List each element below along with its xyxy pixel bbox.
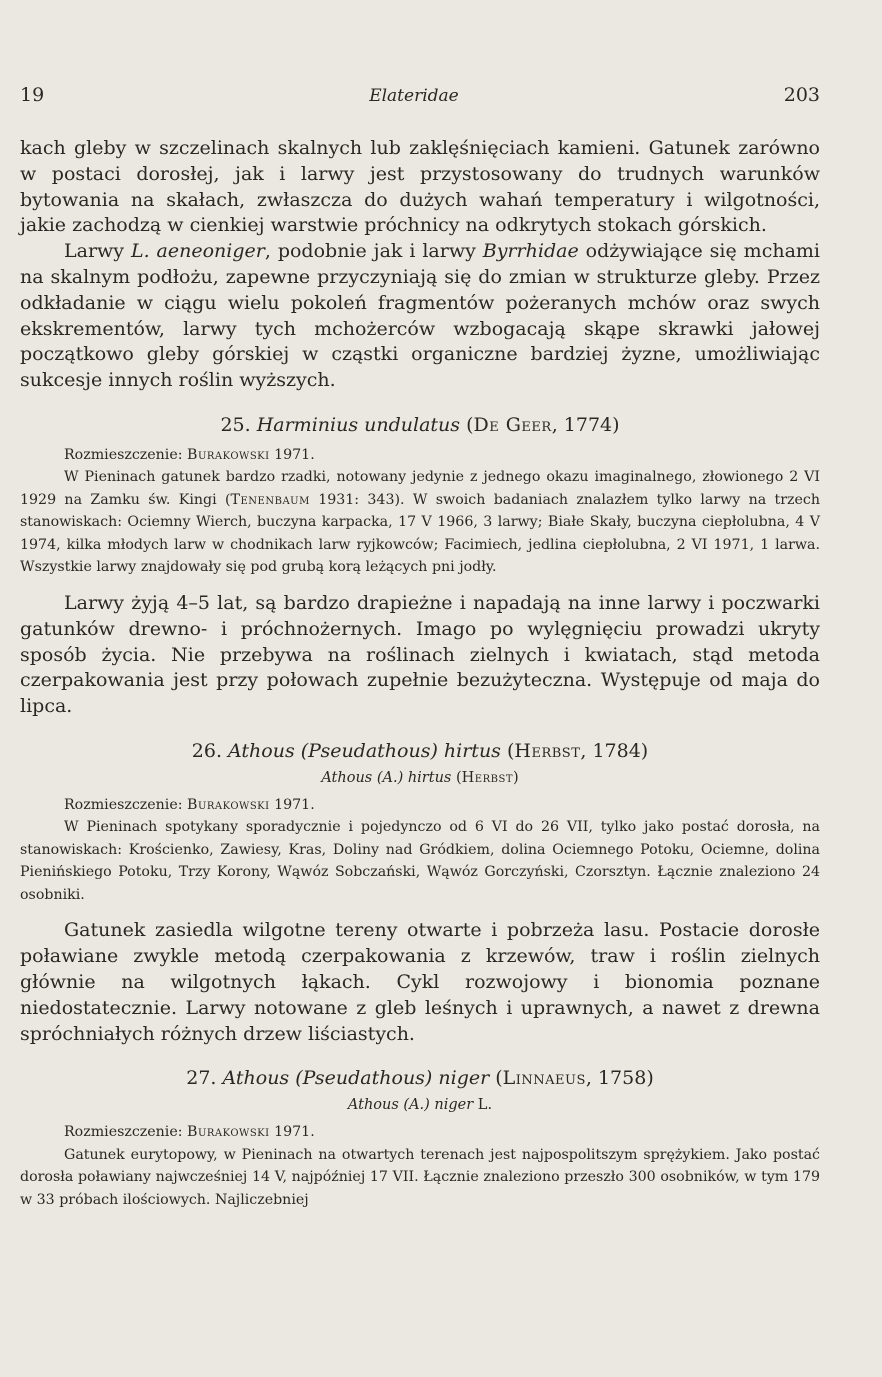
paragraph-2: Larwy L. aeneoniger, podobnie jak i larwy Byrrhidae odżywiające się mchami na skalnym podłożu, zapewne przyczyniają się do zmian w strukturze gleby. Przez odkładanie w ciągu wielu pokoleń fragmentów pożeranych mchów oraz swych ekskrementów, larwy tych mchożerców wzbogacają skąpe skrawki jałowej początkowo gleby górskiej w cząstki organiczne bardziej żyzne, umożliwiając sukcesje innych roślin wyższych. bbox=[20, 240, 821, 392]
distribution-27: Rozmieszczenie: Burakowski 1971. bbox=[64, 1124, 315, 1141]
paragraph-1: kach gleby w szczelinach skalnych lub zaklęśnięciach kamieni. Gatunek zarówno w postaci dorosłej, jak i larwy jest przystosowany do trudnych warunków bytowania na skałach, zwłaszcza do dużych wahań temperatury i wilgotności, jakie zachodzą w cienkiej warstwie próchnicy na odkrytych stokach górskich. bbox=[20, 137, 820, 237]
synonym-27: Athous (A.) niger L. bbox=[347, 1097, 493, 1114]
running-header bbox=[20, 84, 820, 106]
species-heading-26: 26. Athous (Pseudathous) hirtus (Herbst, 1784) bbox=[191, 739, 649, 762]
species-heading-25: 25. Harminius undulatus (De Geer, 1774) bbox=[220, 413, 620, 436]
distribution-26: Rozmieszczenie: Burakowski 1971. bbox=[64, 796, 315, 813]
biology-26: Gatunek zasiedla wilgotne tereny otwarte i pobrzeża lasu. Postacie dorosłe poławiane zwykle metodą czerpakowania z krzewów, traw i roślin zielnych głównie na wilgotnych łąkach. Cykl rozwojowy i bionomia poznane niedostatecznie. Larwy notowane z gleb leśnych i uprawnych, a nawet z drewna spróchniałych różnych drzew liściastych. bbox=[20, 919, 820, 1045]
body-text bbox=[20, 136, 820, 1211]
notes-26: W Pieninach spotykany sporadycznie i pojedynczo od 6 VI do 26 VII, tylko jako postać dorosła, na stanowiskach: Krościenko, Zawiesy, Kras, Doliny nad Gródkiem, dolina Ociemnego Potoku, Ociemne, dolina Pienińskiego Potoku, Trzy Korony, Wąwóz Sobczański, Wąwóz Gorczyński, Czorsztyn. Łącznie znaleziono 24 osobniki. bbox=[20, 819, 820, 903]
species-heading-27: 27. Athous (Pseudathous) niger (Linnaeus, 1758) bbox=[186, 1067, 654, 1090]
notes-27: Gatunek eurytopowy, w Pieninach na otwartych terenach jest najpospolitszym sprężykiem. Jako postać dorosła poławiany najwcześniej 14 V, najpóźniej 17 VII. Łącznie znaleziono przeszło 300 osobników, w tym 179 w 33 próbach ilościowych. Najliczebniej bbox=[20, 1146, 820, 1208]
page-number-left: 19 bbox=[20, 84, 45, 106]
biology-25: Larwy żyją 4–5 lat, są bardzo drapieżne i napadają na inne larwy i poczwarki gatunków drewno- i próchnożernych. Imago po wylęgnięciu prowadzi ukryty sposób życia. Nie przebywa na roślinach zielnych i kwiatach, stąd metoda czerpakowania jest przy połowach zupełnie bezużyteczna. Występuje od maja do lipca. bbox=[20, 591, 820, 718]
distribution-25: Rozmieszczenie: Burakowski 1971. bbox=[64, 446, 315, 463]
running-title: Elateridae bbox=[369, 86, 459, 106]
synonym-26: Athous (A.) hirtus (Herbst) bbox=[321, 769, 519, 786]
notes-25: W Pieninach gatunek bardzo rzadki, notowany jedynie z jednego okazu imaginalnego, złowionego 2 VI 1929 na Zamku św. Kingi (Tenenbaum 1931: 343). W swoich badaniach znalazłem tylko larwy na trzech stanowiskach: Ociemny Wierch, buczyna karpacka, 17 V 1966, 3 larwy; Białe Skały, buczyna ciepłolubna, 4 V 1974, kilka młodych larw w chodnikach larw ryjkowców; Facimiech, jedlina ciepłolubna, 2 VI 1971, 1 larwa. Wszystkie larwy znajdowały się pod grubą korą leżących pni jodły. bbox=[20, 469, 820, 576]
page-number-right: 203 bbox=[783, 84, 820, 106]
